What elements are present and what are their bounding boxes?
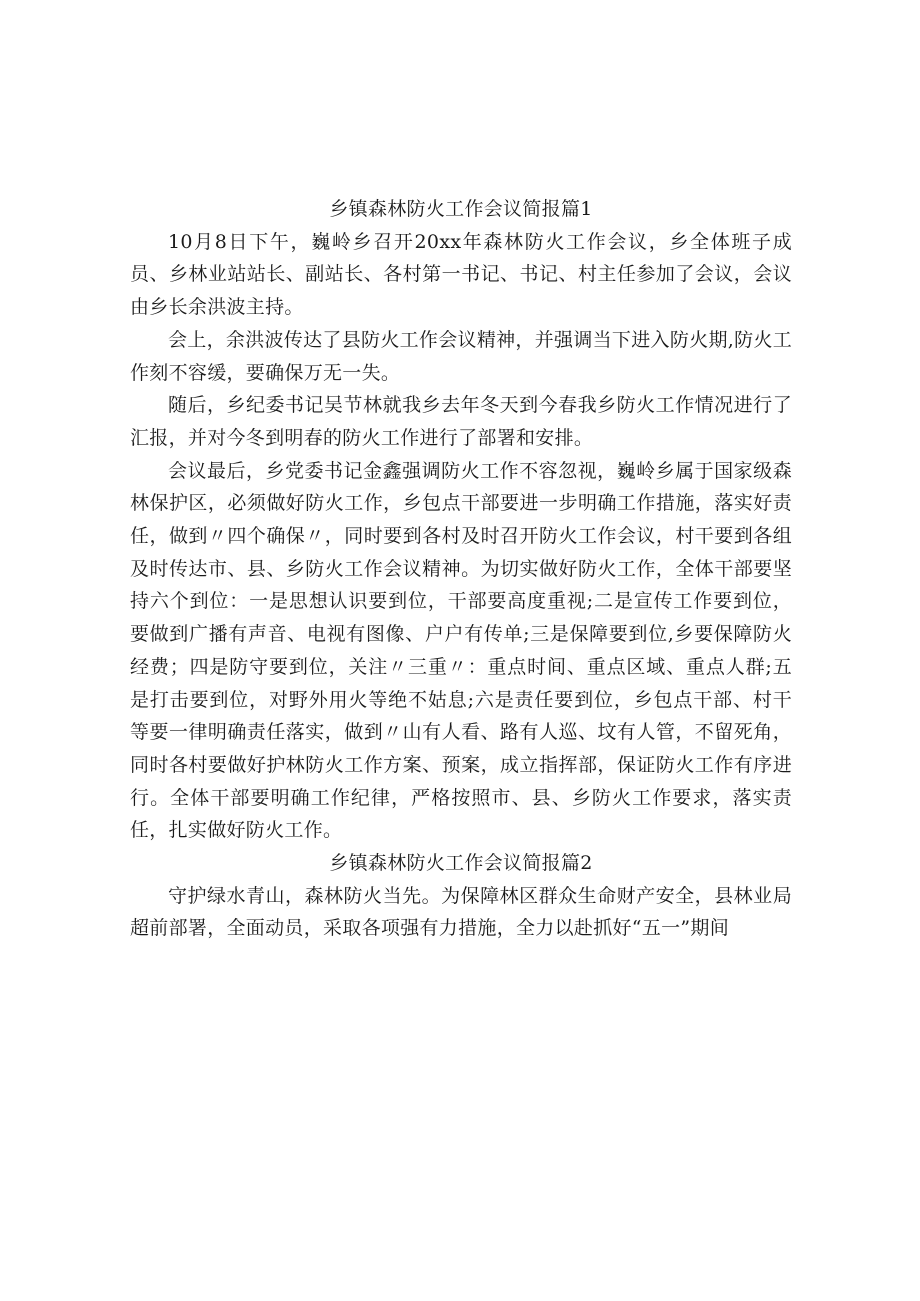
paragraph: 守护绿水青山，森林防火当先。为保障林区群众生命财产安全，县林业局超前部署，全面动员，采取各项强有力措施，全力以赴抓好“五一”期间 — [130, 884, 792, 940]
paragraph: 随后，乡纪委书记吴节林就我乡去年冬天到今春我乡防火工作情况进行了汇报，并对今冬到明春的防火工作进行了部署和安排。 — [130, 394, 792, 449]
paragraph: 会上，余洪波传达了县防火工作会议精神，并强调当下进入防火期,防火工作刻不容缓，要确保万无一失。 — [130, 328, 792, 384]
section-title: 乡镇森林防火工作会议简报篇2 — [329, 852, 593, 875]
paragraph: 会议最后，乡党委书记金鑫强调防火工作不容忽视，巍岭乡属于国家级森林保护区，必须做好防火工作，乡包点干部要进一步明确工作措施，落实好责任，做到〃四个确保〃，同时要到各村及时召开防火工作会议，村干要到各组及时传达市、县、乡防火工作会议精神。为切实做好防火工作，全体干部要坚持六个到位：一是思想认识要到位，干部要高度重视;二是宣传工作要到位，要做到广播有声音、电视有图像、户户有传单;三是保障要到位,乡要保障防火经费；四是防守要到位，关注〃三重〃：重点时间、重点区域、重点人群;五是打击要到位，对野外用火等绝不姑息;六是责任要到位，乡包点干部、村干等要一律明确责任落实，做到〃山有人看、路有人巡、坟有人管，不留死角，同时各村要做好护林防火工作方案、预案，成立指挥部，保证防火工作有序进行。全体干部要明确工作纪律，严格按照市、县、乡防火工作要求，落实责任，扎实做好防火工作。 — [130, 459, 792, 842]
report-section-1 — [130, 193, 792, 847]
paragraph: 10月8日下午，巍岭乡召开20xx年森林防火工作会议，乡全体班子成员、乡林业站站长、副站长、各村第一书记、书记、村主任参加了会议，会议由乡长余洪波主持。 — [130, 230, 792, 319]
report-section-2 — [130, 847, 792, 945]
document-body — [130, 193, 792, 945]
section-title: 乡镇森林防火工作会议简报篇1 — [329, 198, 593, 220]
